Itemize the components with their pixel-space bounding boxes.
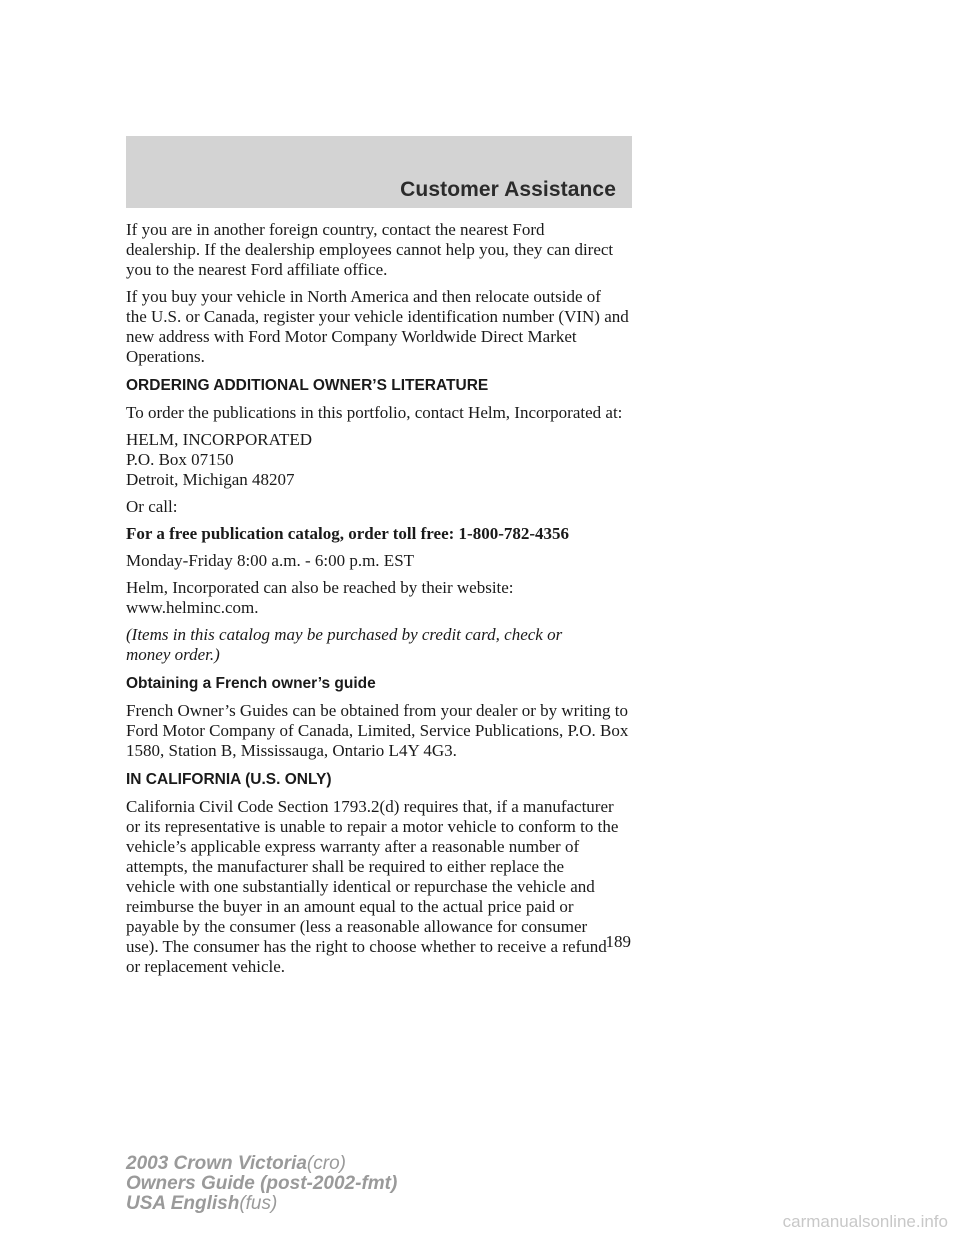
text-line: attempts, the manufacturer shall be required to either replace the <box>126 857 565 876</box>
text-line: or its representative is unable to repair a motor vehicle to conform to the <box>126 817 619 836</box>
text-line: you to the nearest Ford affiliate office. <box>126 260 388 279</box>
text-line: or replacement vehicle. <box>126 957 286 976</box>
paragraph-relocate <box>126 287 646 367</box>
document-footer <box>126 1154 397 1214</box>
paragraph-website <box>126 578 646 618</box>
text-line: California Civil Code Section 1793.2(d) requires that, if a manufacturer <box>126 797 614 816</box>
text-line: dealership. If the dealership employees cannot help you, they can direct <box>126 240 614 259</box>
text-line: 1580, Station B, Mississauga, Ontario L4Y 4G3. <box>126 741 457 760</box>
footer-model-code: (cro) <box>306 1153 346 1174</box>
paragraph-california <box>126 797 646 977</box>
footer-line <box>126 1174 397 1194</box>
mailing-address <box>126 430 646 490</box>
toll-free-number: For a free publication catalog, order toll free: 1-800-782-4356 <box>126 524 570 543</box>
footer-line <box>126 1154 397 1174</box>
footer-line <box>126 1194 397 1214</box>
text-line: reimburse the buyer in an amount equal to the actual price paid or <box>126 897 574 916</box>
footer-language-code: (fus) <box>239 1193 278 1214</box>
text-line: (Items in this catalog may be purchased by credit card, check or <box>126 625 563 644</box>
or-call-text: Or call: <box>126 497 178 516</box>
text-line: vehicle with one substantially identical or repurchase the vehicle and <box>126 877 595 896</box>
text-line: Helm, Incorporated can also be reached by their website: <box>126 578 514 597</box>
text-line: payable by the consumer (less a reasonable allowance for consumer <box>126 917 588 936</box>
text-line: use). The consumer has the right to choose whether to receive a refund <box>126 937 607 956</box>
text-line: Operations. <box>126 347 205 366</box>
section-header-band <box>126 136 632 208</box>
paragraph-french-guide <box>126 701 646 761</box>
text-line: vehicle’s applicable express warranty after a reasonable number of <box>126 837 580 856</box>
address-line: P.O. Box 07150 <box>126 450 234 469</box>
text-line: If you are in another foreign country, contact the nearest Ford <box>126 220 545 239</box>
text-line: If you buy your vehicle in North America and then relocate outside of <box>126 287 601 306</box>
text-line: new address with Ford Motor Company Worldwide Direct Market <box>126 327 577 346</box>
text-line: money order.) <box>126 645 220 664</box>
footer-guide-format: Owners Guide (post-2002-fmt) <box>126 1173 398 1194</box>
page-number: 189 <box>605 932 631 951</box>
watermark: carmanualsonline.info <box>782 1212 948 1231</box>
heading-ordering-literature: ORDERING ADDITIONAL OWNER’S LITERATURE <box>126 377 489 394</box>
address-line: Detroit, Michigan 48207 <box>126 470 295 489</box>
address-line: HELM, INCORPORATED <box>126 430 313 449</box>
page-body <box>126 220 646 984</box>
heading-california: IN CALIFORNIA (U.S. ONLY) <box>126 771 332 788</box>
text-line: French Owner’s Guides can be obtained from your dealer or by writing to <box>126 701 628 720</box>
text-line: Ford Motor Company of Canada, Limited, Service Publications, P.O. Box <box>126 721 629 740</box>
business-hours: Monday-Friday 8:00 a.m. - 6:00 p.m. EST <box>126 551 415 570</box>
paragraph-foreign-country <box>126 220 646 280</box>
heading-french-guide: Obtaining a French owner’s guide <box>126 675 376 692</box>
section-title: Customer Assistance <box>400 178 616 201</box>
text-line: the U.S. or Canada, register your vehicle identification number (VIN) and <box>126 307 629 326</box>
paragraph-order-publications: To order the publications in this portfolio, contact Helm, Incorporated at: <box>126 403 623 422</box>
website-url: www.helminc.com. <box>126 598 259 617</box>
footer-language: USA English <box>126 1193 240 1214</box>
footer-model: 2003 Crown Victoria <box>126 1153 307 1174</box>
catalog-payment-note <box>126 625 646 665</box>
